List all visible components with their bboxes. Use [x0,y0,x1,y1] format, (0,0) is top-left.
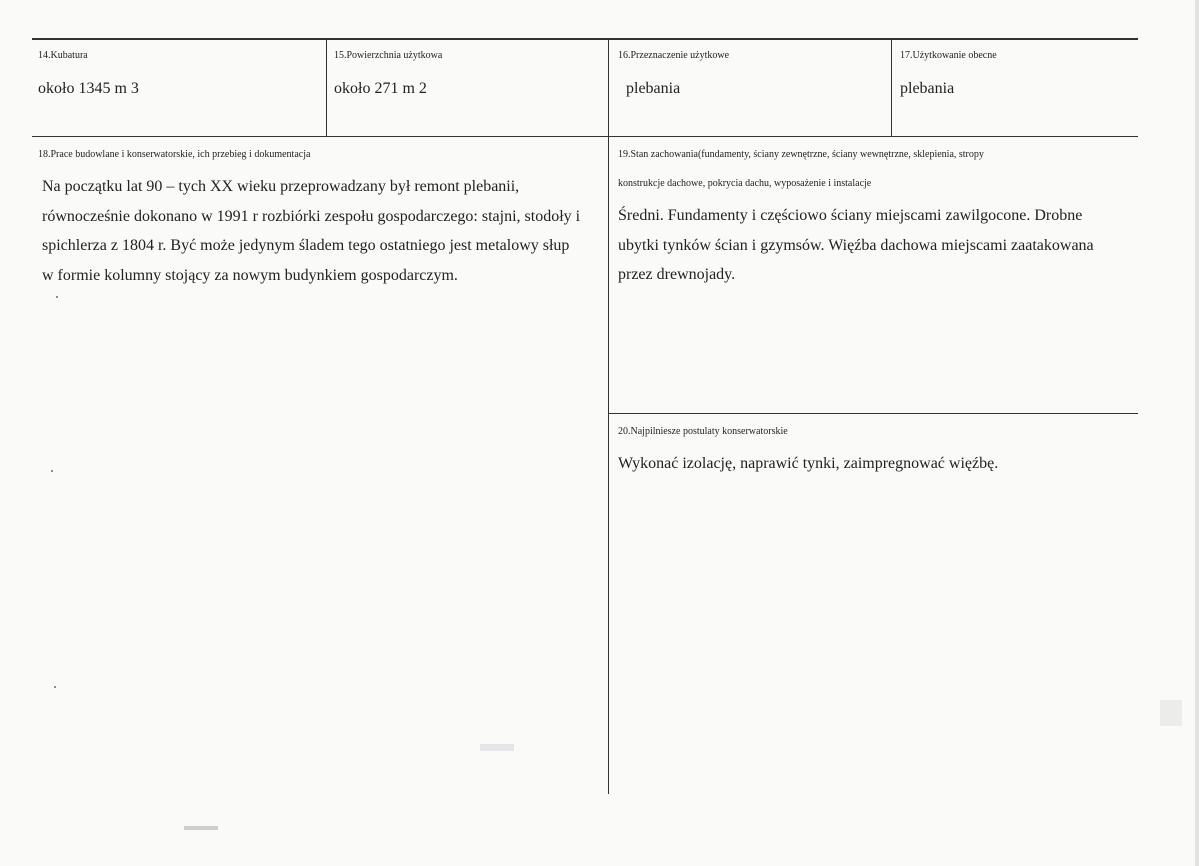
row1-bottom-rule [32,136,1138,137]
scan-smudge [184,826,218,830]
field-14-value: około 1345 m 3 [38,80,139,97]
field-20-value: Wykonać izolację, naprawić tynki, zaimpregnować więźbę. [618,455,999,472]
field-19-line: Średni. Fundamenty i częściowo ściany miejscami zawilgocone. Drobne [618,207,1083,224]
field-16-value: plebania [626,80,681,97]
scan-edge [1195,0,1199,866]
field-20-label: 20.Najpilniesze postulaty konserwatorskie [618,426,788,437]
col-divider-15 [326,39,327,136]
col-divider-16 [608,39,609,794]
scan-smudge [480,744,514,751]
field-15-label: 15.Powierzchnia użytkowa [334,50,443,61]
top-rule [32,38,1138,40]
field-18-line: w formie kolumny stojący za nowym budynkiem gospodarczym. [42,266,458,284]
field-19-label: 19.Stan zachowania(fundamenty, ściany zewnętrzne, ściany wewnętrzne, sklepienia, stropy [618,149,984,160]
field-18-line: równocześnie dokonano w 1991 r rozbiórki zespołu gospodarczego: stajni, stodoły i [42,207,581,225]
f20-top-rule [609,413,1138,414]
field-19-line: przez drewnojady. [618,266,736,283]
field-18-line: Na początku lat 90 – tych XX wieku przeprowadzany był remont plebanii, [42,178,520,195]
scan-speck [56,296,58,298]
scan-speck [54,686,56,688]
scan-smudge [1160,700,1182,726]
field-14-label: 14.Kubatura [38,50,88,61]
field-18-text [42,172,580,290]
field-18-line: spichlerza z 1804 r. Być może jedynym śladem tego ostatniego jest metalowy słup [42,237,570,254]
field-17-value: plebania [900,80,955,97]
scan-speck [51,470,53,472]
field-18-label: 18.Prace budowlane i konserwatorskie, ich przebieg i dokumentacja [38,149,311,160]
field-19-line: ubytki tynków ścian i gzymsów. Więźba dachowa miejscami zaatakowana [618,236,1094,254]
field-19-label-cont: konstrukcje dachowe, pokrycia dachu, wyposażenie i instalacje [618,178,872,189]
field-19-text [618,201,1094,290]
field-17-label: 17.Użytkowanie obecne [900,50,997,61]
field-15-value: około 271 m 2 [334,80,427,97]
field-16-label: 16.Przeznaczenie użytkowe [618,50,730,61]
col-divider-17 [891,39,892,136]
